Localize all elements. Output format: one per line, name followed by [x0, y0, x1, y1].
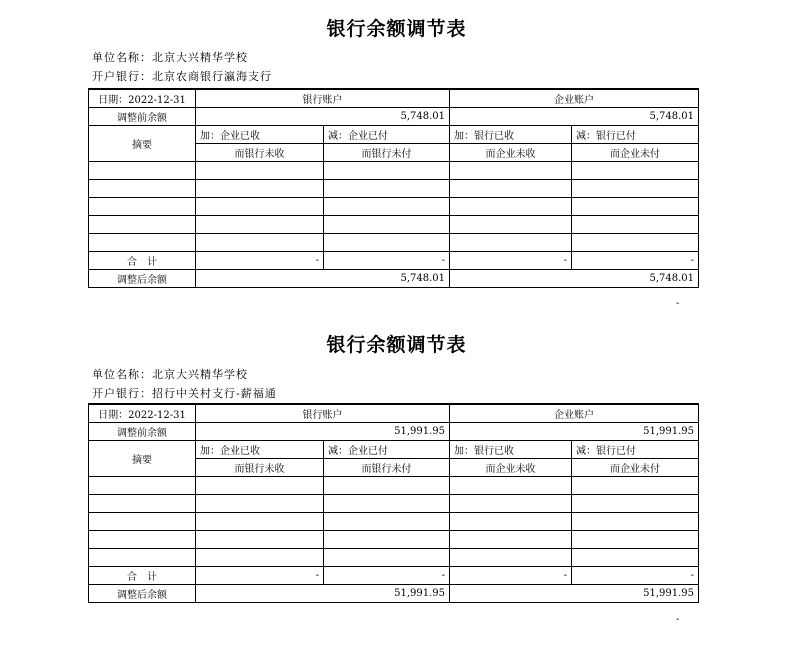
- add-bank-received-subheader: 而企业未收: [450, 459, 572, 477]
- summary-label: 摘要: [89, 441, 196, 477]
- add-company-received-header: 加：企业已收: [196, 441, 324, 459]
- unit-name-label: 单位名称：: [92, 51, 152, 64]
- sub-bank-paid-header: 减：银行已付: [572, 126, 699, 144]
- company-account-header: 企业账户: [450, 404, 699, 423]
- bank-name-line: [92, 386, 277, 401]
- table-row: [89, 216, 699, 234]
- table-row: [89, 477, 699, 495]
- reconciliation-table: [88, 88, 699, 288]
- before-balance-label: 调整前余额: [89, 423, 196, 441]
- before-balance-company: 51,991.95: [450, 423, 699, 441]
- table-row: [89, 198, 699, 216]
- after-balance-bank: 51,991.95: [196, 585, 450, 603]
- unit-name-line: [92, 367, 248, 382]
- reconciliation-title: 银行余额调节表: [326, 334, 467, 356]
- add-company-received-subheader: 而银行未收: [196, 459, 324, 477]
- total-value: -: [196, 567, 324, 585]
- table-row: [89, 495, 699, 513]
- sub-company-paid-header: 减：企业已付: [324, 126, 450, 144]
- sub-bank-paid-header: 减：银行已付: [572, 441, 699, 459]
- add-bank-received-subheader: 而企业未收: [450, 144, 572, 162]
- table-row: [89, 234, 699, 252]
- reconciliation-table: [88, 403, 699, 603]
- total-label: 合 计: [89, 567, 196, 585]
- bank-name-value: 北京农商银行瀛海支行: [152, 70, 272, 83]
- total-value: -: [450, 567, 572, 585]
- table-row: [89, 549, 699, 567]
- table-row: [89, 162, 699, 180]
- date-cell: 日期：2022-12-31: [89, 89, 196, 108]
- total-value: -: [324, 567, 450, 585]
- after-balance-label: 调整后余额: [89, 270, 196, 288]
- company-account-header: 企业账户: [450, 89, 699, 108]
- after-balance-label: 调整后余额: [89, 585, 196, 603]
- trailing-dash: -: [676, 614, 680, 625]
- bank-name-label: 开户银行：: [92, 70, 152, 83]
- unit-name-value: 北京大兴精华学校: [152, 368, 248, 381]
- add-company-received-subheader: 而银行未收: [196, 144, 324, 162]
- before-balance-label: 调整前余额: [89, 108, 196, 126]
- total-value: -: [572, 252, 699, 270]
- before-balance-bank: 51,991.95: [196, 423, 450, 441]
- sub-bank-paid-subheader: 而企业未付: [572, 459, 699, 477]
- after-balance-company: 5,748.01: [450, 270, 699, 288]
- date-cell: 日期：2022-12-31: [89, 404, 196, 423]
- add-company-received-header: 加：企业已收: [196, 126, 324, 144]
- unit-name-label: 单位名称：: [92, 368, 152, 381]
- add-bank-received-header: 加：银行已收: [450, 126, 572, 144]
- total-value: -: [450, 252, 572, 270]
- bank-name-label: 开户银行：: [92, 387, 152, 400]
- unit-name-line: [92, 50, 248, 65]
- sub-company-paid-header: 减：企业已付: [324, 441, 450, 459]
- sub-bank-paid-subheader: 而企业未付: [572, 144, 699, 162]
- summary-label: 摘要: [89, 126, 196, 162]
- table-row: [89, 531, 699, 549]
- before-balance-bank: 5,748.01: [196, 108, 450, 126]
- table-row: [89, 513, 699, 531]
- bank-name-value: 招行中关村支行-薪福通: [152, 387, 277, 400]
- unit-name-value: 北京大兴精华学校: [152, 51, 248, 64]
- before-balance-company: 5,748.01: [450, 108, 699, 126]
- table-row: [89, 180, 699, 198]
- bank-account-header: 银行账户: [196, 89, 450, 108]
- after-balance-bank: 5,748.01: [196, 270, 450, 288]
- add-bank-received-header: 加：银行已收: [450, 441, 572, 459]
- total-label: 合 计: [89, 252, 196, 270]
- sub-company-paid-subheader: 而银行未付: [324, 459, 450, 477]
- bank-account-header: 银行账户: [196, 404, 450, 423]
- reconciliation-title: 银行余额调节表: [326, 18, 467, 40]
- bank-name-line: [92, 69, 272, 84]
- total-value: -: [572, 567, 699, 585]
- after-balance-company: 51,991.95: [450, 585, 699, 603]
- trailing-dash: -: [676, 298, 680, 309]
- sub-company-paid-subheader: 而银行未付: [324, 144, 450, 162]
- total-value: -: [196, 252, 324, 270]
- total-value: -: [324, 252, 450, 270]
